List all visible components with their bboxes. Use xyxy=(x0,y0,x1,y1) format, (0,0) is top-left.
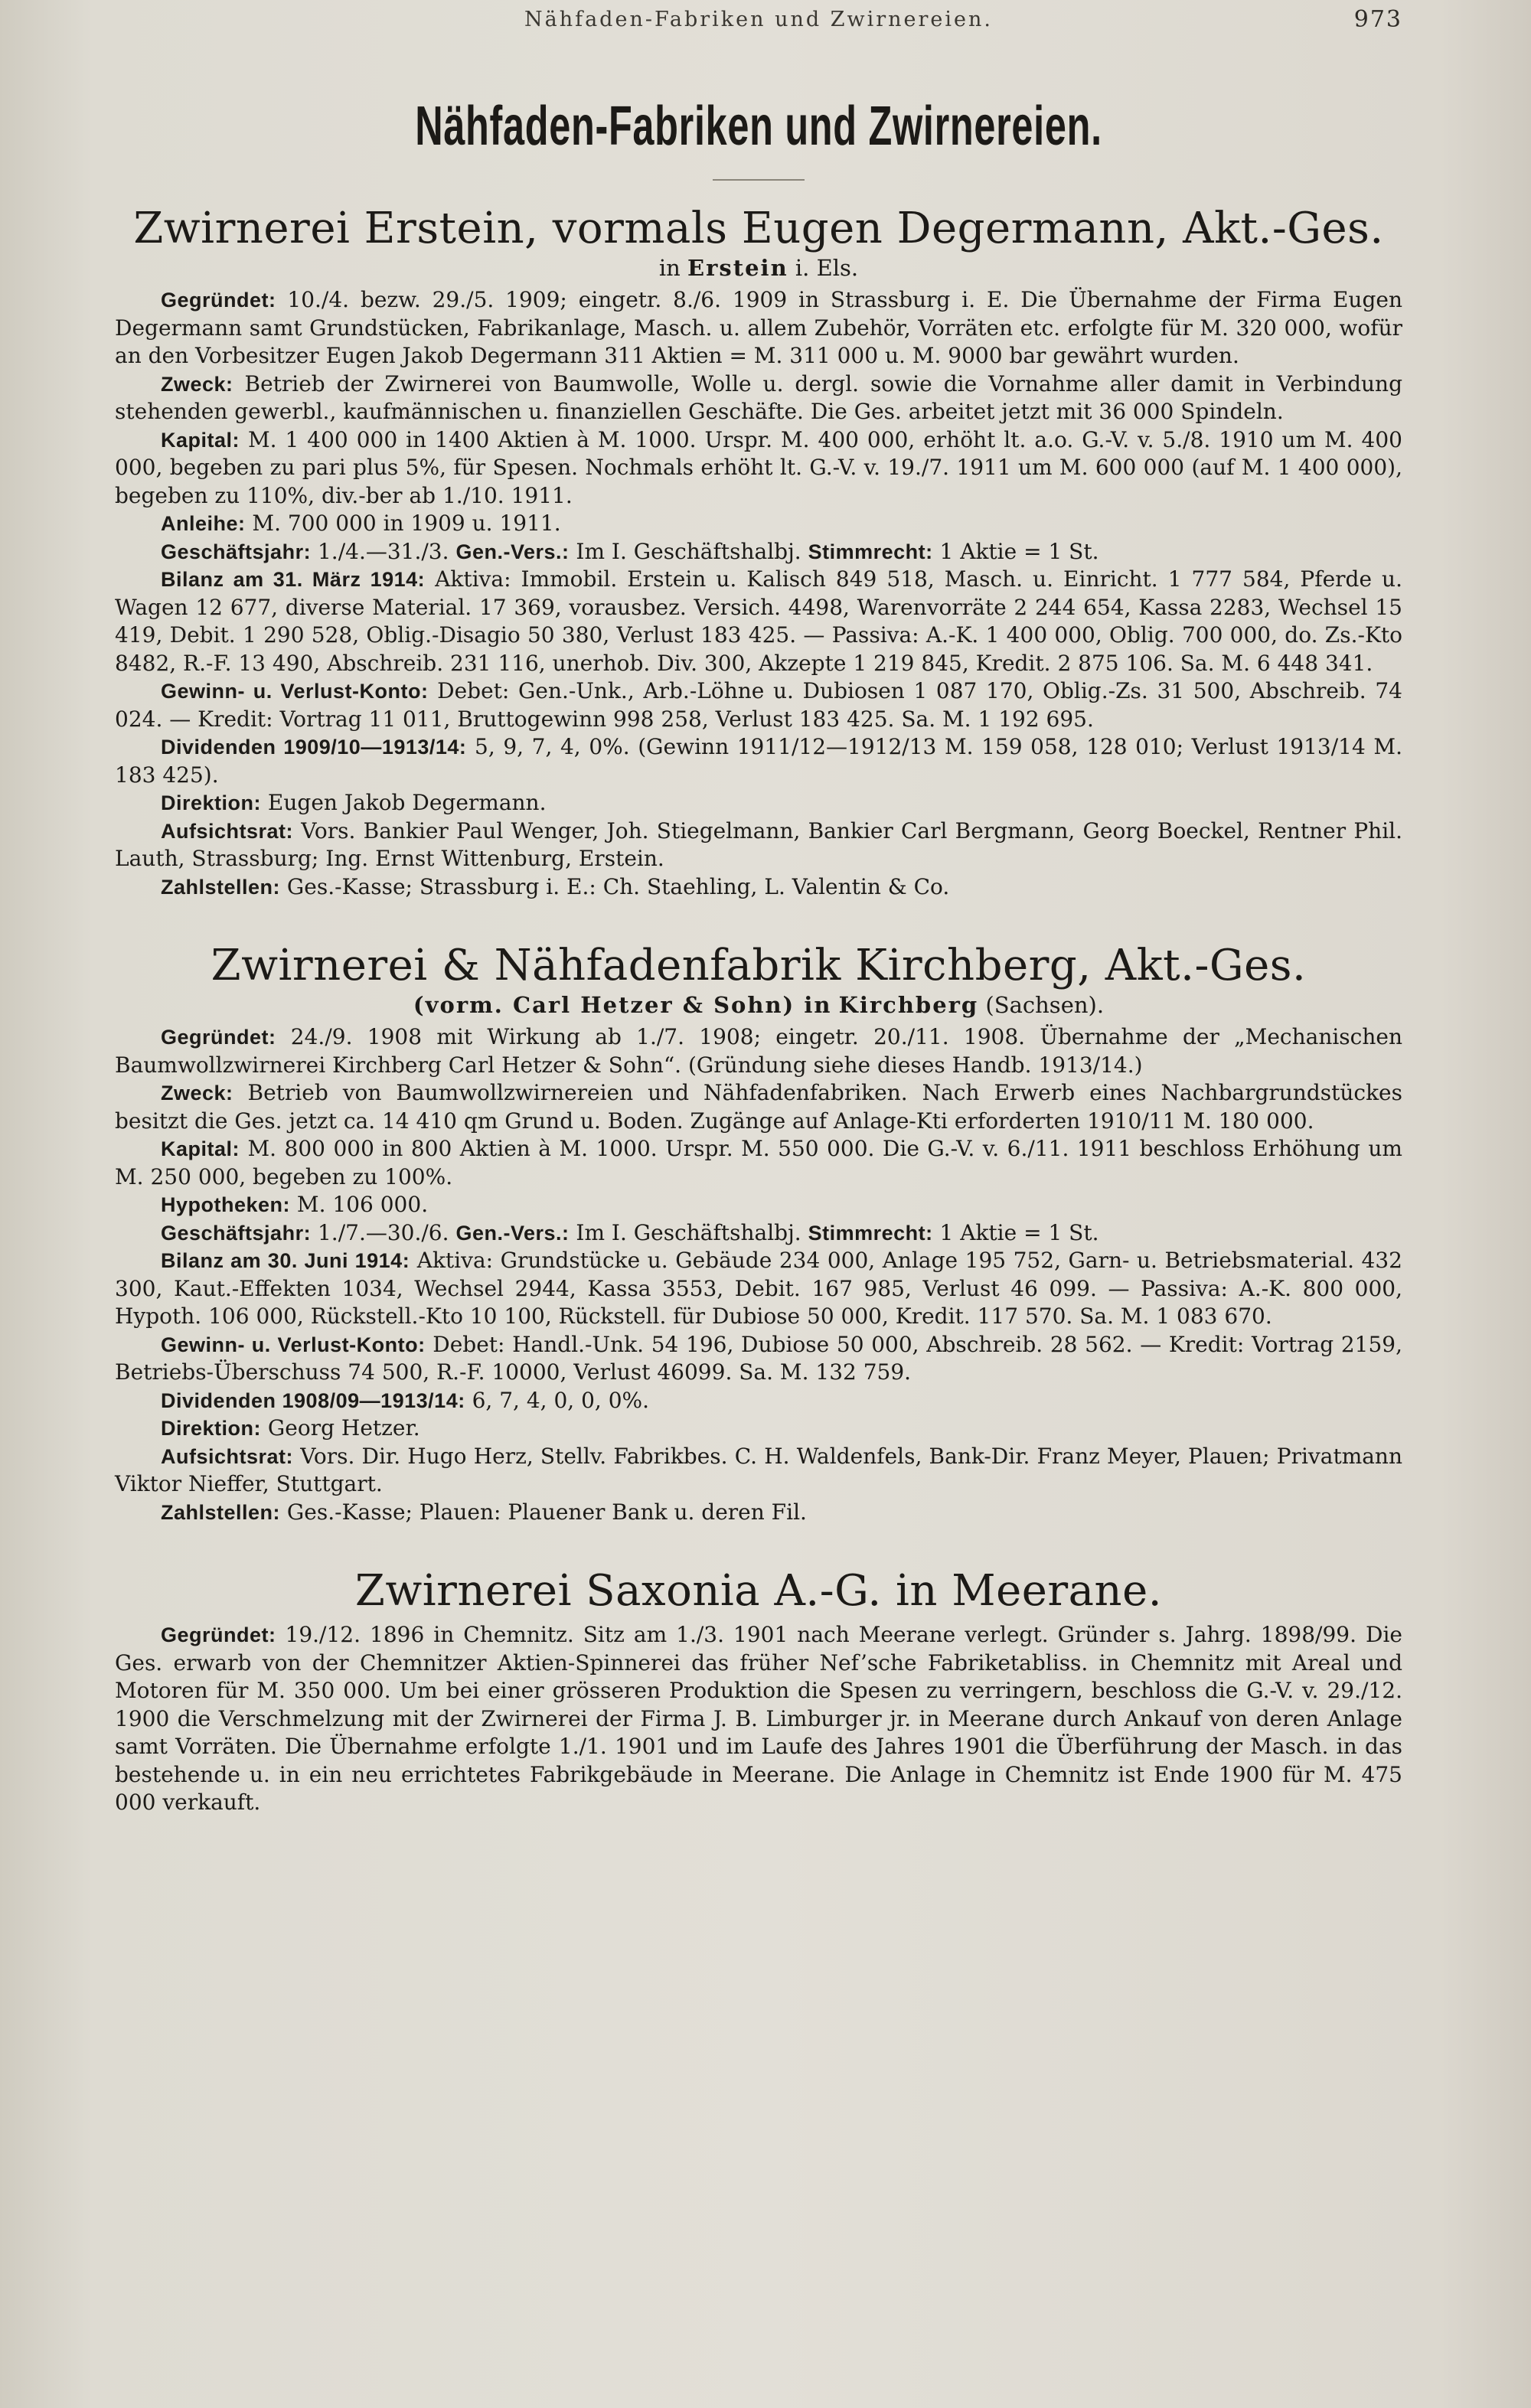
label: Direktion: xyxy=(161,1417,262,1440)
label: Gegründet: xyxy=(161,1623,276,1646)
paragraph-capital xyxy=(115,1135,1402,1191)
company-name: Zwirnerei & Nähfadenfabrik Kirchberg, Akt.-Ges. xyxy=(211,941,1307,990)
company-entry-saxonia xyxy=(115,1566,1402,1817)
paragraph-paying-agents xyxy=(115,873,1402,902)
text: Georg Hetzer. xyxy=(261,1415,420,1441)
label: Gen.-Vers.: xyxy=(455,540,570,563)
label: Zweck: xyxy=(161,1082,233,1104)
label: Direktion: xyxy=(161,791,262,814)
label: Stimmrecht: xyxy=(808,540,933,563)
text: Im I. Geschäftshalbj. xyxy=(569,538,801,564)
text: 1 Aktie = 1 St. xyxy=(932,1219,1099,1245)
label: Stimmrecht: xyxy=(808,1221,933,1245)
label: Bilanz am 30. Juni 1914: xyxy=(161,1249,410,1272)
company-details xyxy=(115,286,1402,901)
label: Gen.-Vers.: xyxy=(455,1221,570,1245)
text: 1 Aktie = 1 St. xyxy=(932,538,1099,564)
company-location xyxy=(115,991,1402,1019)
paragraph-capital xyxy=(115,426,1402,511)
label: Geschäftsjahr: xyxy=(161,1221,312,1245)
paragraph-founded xyxy=(115,1621,1402,1817)
paragraph-dividends xyxy=(115,733,1402,789)
label: Zahlstellen: xyxy=(161,875,281,899)
location-prefix: in xyxy=(658,255,681,281)
paragraph-fiscal-year xyxy=(115,1219,1402,1248)
paragraph-balance xyxy=(115,566,1402,677)
location-place: Kirchberg xyxy=(838,992,979,1018)
label: Gewinn- u. Verlust-Konto: xyxy=(161,1333,426,1356)
label: Aufsichtsrat: xyxy=(161,819,294,843)
company-entry-erstein xyxy=(115,204,1402,901)
text: Ges.-Kasse; Strassburg i. E.: Ch. Staehling, L. Valentin & Co. xyxy=(280,873,950,899)
text: Aktiva: Grundstücke u. Gebäude 234 000, Anlage 195 752, Garn- u. Betriebsmaterial. 432 300, Kaut.-Effekten 1034, Wechsel 2944, Kassa 3553, Debit. 167 985, Verlust 46 099. — Passiva: A.-K. 800 000, Hypoth. 106 000, Rückstell.-Kto 10 100, Rückstell. für Dubiose 50 000, Kredit. 117 570. Sa. M. 1 083 670. xyxy=(115,1248,1402,1329)
company-details xyxy=(115,1621,1402,1817)
company-entry-kirchberg xyxy=(115,941,1402,1526)
text: Vors. Dir. Hugo Herz, Stellv. Fabrikbes. C. H. Waldenfels, Bank-Dir. Franz Meyer, Plauen; Privatmann Viktor Nieffer, Stuttgart. xyxy=(115,1443,1402,1496)
text: 19./12. 1896 in Chemnitz. Sitz am 1./3. 1901 nach Meerane verlegt. Gründer s. Jahrg. 1898/99. Die Ges. erwarb von der Chemnitzer Aktien-Spinnerei das früher Nef’sche Fabriketabliss. in Chemnitz mit Areal und Motoren für M. 350 000. Um bei einer grösseren Produktion die Spesen zu verringern, beschloss die G.-V. v. 29./12. 1900 die Verschmelzung mit der Zwirnerei der Firma J. B. Limburger jr. in Meerane durch Ankauf von deren Anlage samt Vorräten. Die Übernahme erfolgte 1./1. 1901 und im Laufe des Jahres 1901 die Überführung der Masch. in das bestehende u. in ein neu errichtetes Fabrikgebäude in Meerane. Die Anlage in Chemnitz ist Ende 1900 für M. 475 000 verkauft. xyxy=(115,1622,1402,1815)
label: Aufsichtsrat: xyxy=(161,1444,294,1468)
text: Betrieb der Zwirnerei von Baumwolle, Wolle u. dergl. sowie die Vornahme aller damit in Verbindung stehenden gewerbl., kaufmännischen u. finanziellen Geschäfte. Die Ges. arbeitet jetzt mit 36 000 Spindeln. xyxy=(115,370,1402,424)
label: Kapital: xyxy=(161,428,240,452)
label: Gewinn- u. Verlust-Konto: xyxy=(161,680,429,703)
paragraph-purpose xyxy=(115,370,1402,426)
label: Kapital: xyxy=(161,1137,240,1160)
paragraph-profit-loss xyxy=(115,1331,1402,1387)
paragraph-management xyxy=(115,789,1402,817)
running-head xyxy=(115,0,1402,46)
label: Gegründet: xyxy=(161,289,276,312)
label: Anleihe: xyxy=(161,512,246,535)
company-name: Zwirnerei Saxonia A.-G. in Meerane. xyxy=(354,1566,1163,1616)
company-name: Zwirnerei Erstein, vormals Eugen Degermann, Akt.-Ges. xyxy=(133,204,1384,253)
company-details xyxy=(115,1023,1402,1526)
page-number: 973 xyxy=(1353,6,1402,33)
company-location xyxy=(115,254,1402,282)
paragraph-purpose xyxy=(115,1079,1402,1135)
text: Im I. Geschäftshalbj. xyxy=(569,1219,801,1245)
text: M. 1 400 000 in 1400 Aktien à M. 1000. Urspr. M. 400 000, erhöht lt. a.o. G.-V. v. 5./8. 1910 um M. 400 000, begeben zu pari plus 5%, für Spesen. Nochmals erhöht lt. G.-V. v. 19./7. 1911 um M. 600 000 (auf M. 1 400 000), begeben zu 110%, div.-ber ab 1./10. 1911. xyxy=(115,426,1402,508)
text: M. 106 000. xyxy=(290,1192,429,1217)
text: M. 800 000 in 800 Aktien à M. 1000. Urspr. M. 550 000. Die G.-V. v. 6./11. 1911 beschloss Erhöhung um M. 250 000, begeben zu 100%. xyxy=(115,1136,1402,1189)
text: 10./4. bezw. 29./5. 1909; eingetr. 8./6. 1909 in Strassburg i. E. Die Übernahme der Firma Eugen Degermann samt Grundstücken, Fabrikanlage, Masch. u. allem Zubehör, Vorräten etc. erfolgte für M. 320 000, wofür an den Vorbesitzer Eugen Jakob Degermann 311 Aktien = M. 311 000 u. M. 9000 bar gewährt wurden. xyxy=(115,287,1402,368)
location-place: Erstein xyxy=(687,255,788,281)
label: Zweck: xyxy=(161,372,233,396)
paragraph-supervisory-board xyxy=(115,1443,1402,1499)
paragraph-supervisory-board xyxy=(115,817,1402,873)
location-prefix: (vorm. Carl Hetzer & Sohn) in xyxy=(413,992,832,1018)
text: M. 700 000 in 1909 u. 1911. xyxy=(245,511,561,536)
text: 1./4.—31./3. xyxy=(311,538,449,564)
title-rule xyxy=(713,179,805,181)
paragraph-mortgages xyxy=(115,1191,1402,1219)
label: Dividenden 1908/09—1913/14: xyxy=(161,1388,465,1412)
text: 6, 7, 4, 0, 0, 0%. xyxy=(465,1387,650,1413)
text: Ges.-Kasse; Plauen: Plauener Bank u. deren Fil. xyxy=(280,1499,807,1525)
label: Gegründet: xyxy=(161,1026,276,1049)
location-suffix: i. Els. xyxy=(795,255,859,281)
text: 5, 9, 7, 4, 0%. (Gewinn 1911/12—1912/13 M. 159 058, 128 010; Verlust 1913/14 M. 183 425). xyxy=(115,734,1402,788)
text: Debet: Gen.-Unk., Arb.-Löhne u. Dubiosen 1 087 170, Oblig.-Zs. 31 500, Abschreib. 74 024. — Kredit: Vortrag 11 011, Bruttogewinn 998 258, Verlust 183 425. Sa. M. 1 192 695. xyxy=(115,678,1402,732)
section-title: Nähfaden-Fabriken und Zwirnereien. xyxy=(415,96,1102,157)
label: Bilanz am 31. März 1914: xyxy=(161,568,426,591)
location-suffix: (Sachsen). xyxy=(985,992,1105,1018)
paragraph-fiscal-year xyxy=(115,538,1402,566)
paragraph-loan xyxy=(115,510,1402,538)
label: Geschäftsjahr: xyxy=(161,540,312,563)
label: Zahlstellen: xyxy=(161,1500,281,1524)
paragraph-dividends xyxy=(115,1387,1402,1415)
label: Dividenden 1909/10—1913/14: xyxy=(161,736,467,759)
label: Hypotheken: xyxy=(161,1193,291,1216)
text: Betrieb von Baumwollzwirnereien und Nähfadenfabriken. Nach Erwerb eines Nachbargrundstückes besitzt die Ges. jetzt ca. 14 410 qm Grund u. Boden. Zugänge auf Anlage-Kti erforderten 1910/11 M. 180 000. xyxy=(115,1080,1402,1134)
paragraph-balance xyxy=(115,1247,1402,1331)
running-head-title: Nähfaden-Fabriken und Zwirnereien. xyxy=(524,8,993,31)
paragraph-paying-agents xyxy=(115,1499,1402,1527)
text: 24./9. 1908 mit Wirkung ab 1./7. 1908; eingetr. 20./11. 1908. Übernahme der „Mechanischen Baumwollzwirnerei Kirchberg Carl Hetzer & Sohn“. (Gründung siehe dieses Handb. 1913/14.) xyxy=(115,1024,1402,1078)
text: Eugen Jakob Degermann. xyxy=(261,790,547,815)
paragraph-management xyxy=(115,1414,1402,1443)
text: Aktiva: Immobil. Erstein u. Kalisch 849 518, Masch. u. Einricht. 1 777 584, Pferde u. Wagen 12 677, diverse Material. 17 369, vorausbez. Versich. 4498, Warenvorräte 2 244 654, Kassa 2283, Wechsel 15 419, Debit. 1 290 528, Oblig.-Disagio 50 380, Verlust 183 425. — Passiva: A.-K. 1 400 000, Oblig. 700 000, do. Zs.-Kto 8482, R.-F. 13 490, Abschreib. 231 116, unerhob. Div. 300, Akzepte 1 219 845, Kredit. 2 875 106. Sa. M. 6 448 341. xyxy=(115,566,1402,676)
text: 1./7.—30./6. xyxy=(311,1219,449,1245)
paragraph-founded xyxy=(115,286,1402,370)
paragraph-founded xyxy=(115,1023,1402,1079)
text: Debet: Handl.-Unk. 54 196, Dubiose 50 000, Abschreib. 28 562. — Kredit: Vortrag 2159, Betriebs-Überschuss 74 500, R.-F. 10000, Verlust 46099. Sa. M. 132 759. xyxy=(115,1331,1402,1385)
paragraph-profit-loss xyxy=(115,677,1402,733)
text: Vors. Bankier Paul Wenger, Joh. Stiegelmann, Bankier Carl Bergmann, Georg Boeckel, Rentner Phil. Lauth, Strassburg; Ing. Ernst Wittenburg, Erstein. xyxy=(115,817,1402,871)
